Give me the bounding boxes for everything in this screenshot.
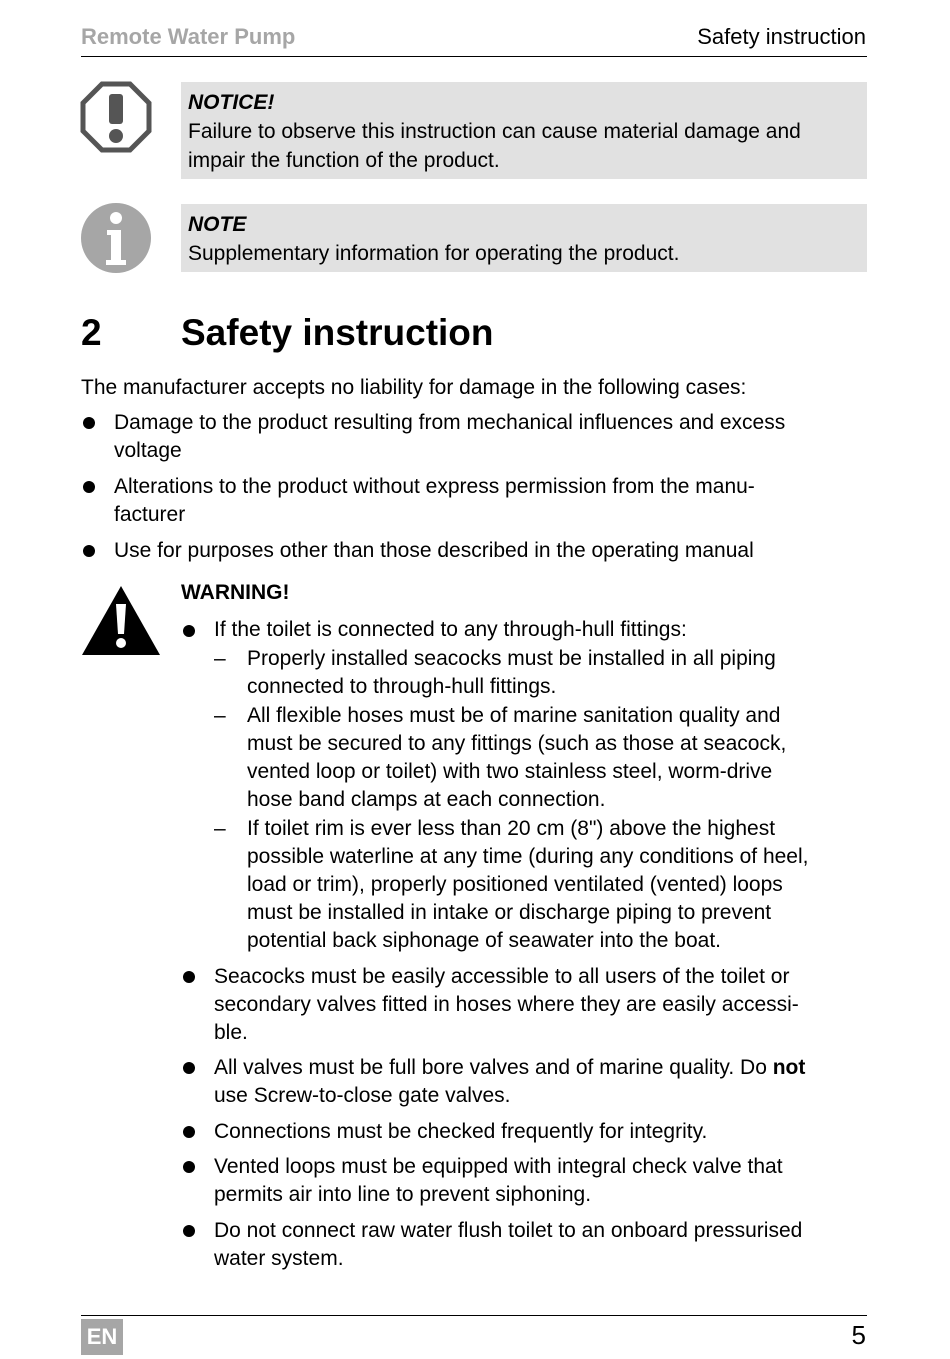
notice-octagon-exclamation-icon: [80, 81, 152, 153]
bullet-dot: [183, 1062, 195, 1074]
header-product-name: Remote Water Pump: [81, 24, 296, 49]
list-item: Damage to the product resulting from mechanical influences and excess voltage: [114, 411, 786, 462]
dash-marker: –: [214, 817, 226, 840]
language-badge: EN: [81, 1319, 123, 1355]
sub-list-item: If toilet rim is ever less than 20 cm (8") above the highest possible waterline at any time (during any conditions of heel, load or trim), properly positioned ventilated (vented) loops must be installed in intake or discharge piping to prevent potential back siphonage of seawater into the boat.: [247, 817, 809, 952]
notice-text-line: impair the function of the product.: [188, 149, 500, 172]
footer-divider: [81, 1315, 867, 1316]
note-title: NOTE: [188, 213, 247, 236]
list-item: Do not connect raw water flush toilet to an onboard pressurised water system.: [214, 1219, 803, 1270]
dash-marker: –: [214, 704, 226, 727]
notice-text-line: Failure to observe this instruction can cause material damage and: [188, 120, 801, 143]
warning-title: WARNING!: [181, 581, 290, 604]
list-item: If the toilet is connected to any through-hull fittings:: [214, 618, 687, 641]
bullet-dot: [83, 417, 95, 429]
list-item: Use for purposes other than those described in the operating manual: [114, 539, 754, 562]
note-text: Supplementary information for operating the product.: [188, 242, 680, 265]
bullet-dot: [183, 625, 195, 637]
list-item: Alterations to the product without express permission from the manu- facturer: [114, 475, 755, 526]
notice-box: [181, 82, 867, 179]
info-circle-icon: [80, 202, 152, 274]
bullet-dot: [83, 481, 95, 493]
page-number: 5: [851, 1320, 866, 1350]
section-title: Safety instruction: [181, 312, 494, 353]
section-intro: The manufacturer accepts no liability for damage in the following cases:: [81, 376, 747, 399]
header-section-name: Safety instruction: [697, 24, 866, 49]
note-box: [181, 204, 867, 272]
bullet-dot: [183, 971, 195, 983]
list-item: Seacocks must be easily accessible to all users of the toilet or secondary valves fitted in hoses where they are easily accessi- ble.: [214, 965, 799, 1044]
list-item: Connections must be checked frequently for integrity.: [214, 1120, 708, 1143]
sub-list-item: Properly installed seacocks must be installed in all piping connected to through-hull fittings.: [247, 647, 776, 698]
header-divider: [81, 56, 867, 57]
bullet-dot: [83, 545, 95, 557]
bullet-dot: [183, 1225, 195, 1237]
list-item: All valves must be full bore valves and of marine quality. Do not use Screw-to-close gate valves.: [214, 1056, 806, 1107]
section-number: 2: [81, 312, 102, 353]
dash-marker: –: [214, 647, 226, 670]
sub-list-item: All flexible hoses must be of marine sanitation quality and must be secured to any fittings (such as those at seacock, vented loop or toilet) with two stainless steel, worm-drive hose band clamps at each connection.: [247, 704, 787, 811]
bullet-dot: [183, 1161, 195, 1173]
list-item: Vented loops must be equipped with integral check valve that permits air into line to prevent siphoning.: [214, 1155, 783, 1206]
bullet-dot: [183, 1126, 195, 1138]
warning-triangle-icon: [80, 584, 162, 657]
notice-title: NOTICE!: [188, 91, 275, 114]
